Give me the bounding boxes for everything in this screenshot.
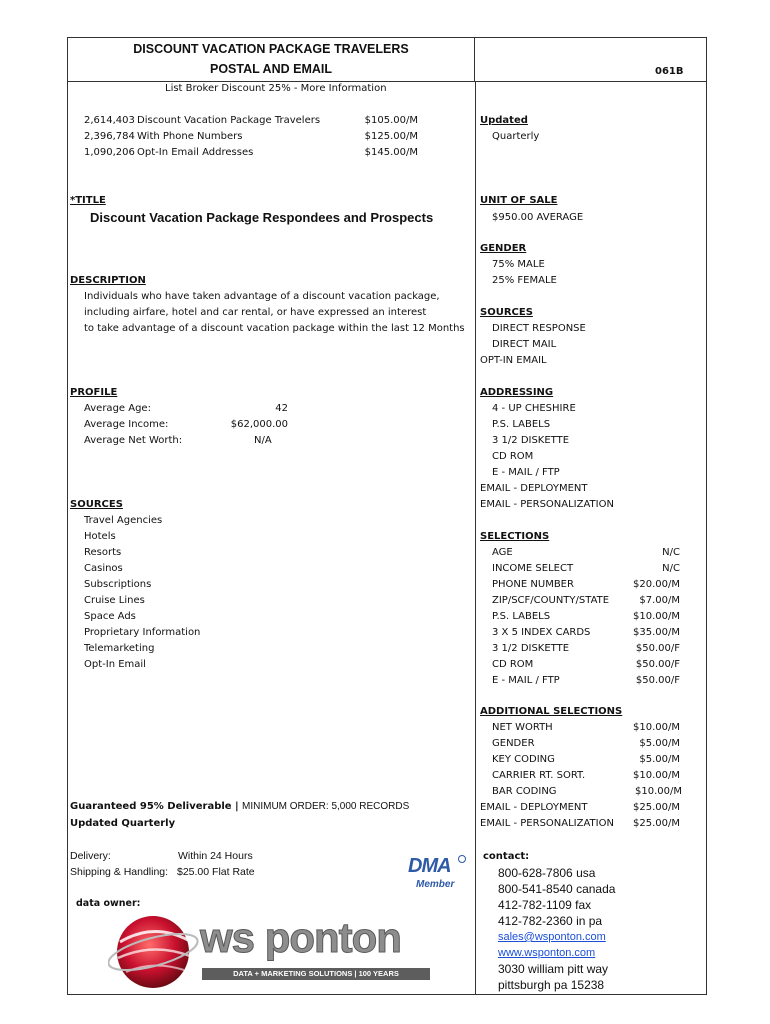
profile-label: Average Income: [84,419,169,430]
contact-fax: 412-782-1109 fax [498,898,592,912]
sources-left-heading: SOURCES [70,499,123,510]
selection-label: INCOME SELECT [492,563,574,574]
list-title: Discount Vacation Package Respondees and Prospects [90,210,434,225]
count-price: $125.00/M [364,131,418,142]
selection-price: $10.00/M [633,611,680,622]
source-item: Space Ads [84,611,136,622]
sources-right-heading: SOURCES [480,307,533,318]
source-item: Opt-In Email [84,659,146,670]
profile-heading: PROFILE [70,387,118,398]
count-price: $145.00/M [364,147,418,158]
logo-name: ws ponton [200,914,401,961]
additional-price: $5.00/M [639,738,680,749]
shipping-value: $25.00 Flat Rate [177,866,255,878]
broker-discount-link[interactable]: List Broker Discount 25% - More Information [165,83,387,94]
source-item: Cruise Lines [84,595,145,606]
contact-address: 3030 william pitt way [498,962,609,976]
dma-member: Member [416,879,455,890]
profile-value: $62,000.00 [230,419,288,430]
gender-heading: GENDER [480,243,527,254]
additional-price: $10.00/M [633,722,680,733]
addressing-item: CD ROM [492,451,534,462]
gender-item: 25% FEMALE [492,275,557,286]
selection-price: $7.00/M [639,595,680,606]
contact-phone: 412-782-2360 in pa [498,914,603,928]
selection-label: P.S. LABELS [492,611,551,622]
contact-heading: contact: [483,851,530,862]
source-item: OPT-IN EMAIL [480,355,547,366]
dma-text: DMA [408,855,451,877]
source-item: DIRECT MAIL [492,339,557,350]
shipping-label: Shipping & Handling: [70,866,169,878]
list-code: 061B [655,66,684,77]
guarantee-text: Guaranteed 95% Deliverable | [70,801,239,812]
addressing-item: EMAIL - DEPLOYMENT [480,483,588,494]
globe-icon [108,912,208,990]
selection-label: 3 1/2 DISKETTE [492,643,570,654]
description-line: Individuals who have taken advantage of a discount vacation package, [84,291,440,302]
selections-heading: SELECTIONS [480,531,550,542]
updated-heading: Updated [480,115,528,126]
addressing-item: P.S. LABELS [492,419,551,430]
profile-label: Average Net Worth: [84,435,183,446]
title-heading: *TITLE [70,195,106,206]
source-item: Resorts [84,547,122,558]
data-owner-label: data owner: [76,898,141,909]
selection-label: CD ROM [492,659,534,670]
profile-value: N/A [254,435,272,446]
additional-label: KEY CODING [492,754,555,765]
selection-label: AGE [492,547,513,558]
count-label: Discount Vacation Package Travelers [137,115,321,126]
selection-price: $50.00/F [635,675,680,686]
registered-icon [458,855,466,863]
addressing-item: 3 1/2 DISKETTE [492,435,570,446]
selection-label: 3 X 5 INDEX CARDS [492,627,591,638]
source-item: DIRECT RESPONSE [492,323,586,334]
additional-price: $25.00/M [633,802,680,813]
minimum-order: MINIMUM ORDER: 5,000 RECORDS [242,801,410,812]
source-item: Hotels [84,531,116,542]
logo-tagline: DATA + MARKETING SOLUTIONS | 100 YEARS [202,968,430,980]
contact-phone: 800-628-7806 usa [498,866,596,880]
count-value: 2,614,403 [84,115,135,126]
additional-label: NET WORTH [492,722,553,733]
updated-quarterly: Updated Quarterly [70,818,176,829]
delivery-label: Delivery: [70,850,111,862]
count-label: Opt-In Email Addresses [137,147,254,158]
additional-label: BAR CODING [492,786,557,797]
selection-label: E - MAIL / FTP [492,675,560,686]
additional-price: $10.00/M [635,786,682,797]
additional-label: CARRIER RT. SORT. [492,770,586,781]
profile-value: 42 [275,403,288,414]
selection-price: N/C [662,563,680,574]
contact-phone: 800-541-8540 canada [498,882,616,896]
count-value: 1,090,206 [84,147,135,158]
addressing-heading: ADDRESSING [480,387,554,398]
selection-price: $50.00/F [635,659,680,670]
ws-ponton-logo [108,912,448,990]
additional-price: $25.00/M [633,818,680,829]
additional-label: EMAIL - DEPLOYMENT [480,802,588,813]
profile-label: Average Age: [84,403,151,414]
selection-price: $50.00/F [635,643,680,654]
addressing-item: EMAIL - PERSONALIZATION [480,499,614,510]
contact-website-link[interactable]: www.wsponton.com [498,947,596,959]
additional-label: EMAIL - PERSONALIZATION [480,818,614,829]
unit-of-sale-heading: UNIT OF SALE [480,195,558,206]
updated-value: Quarterly [492,131,540,142]
description-line: including airfare, hotel and car rental, or have expressed an interest [84,307,427,318]
count-value: 2,396,784 [84,131,135,142]
addressing-item: E - MAIL / FTP [492,467,560,478]
selection-price: $20.00/M [633,579,680,590]
header-title-line1: DISCOUNT VACATION PACKAGE TRAVELERS [133,42,409,56]
selection-price: N/C [662,547,680,558]
selection-label: PHONE NUMBER [492,579,574,590]
contact-address: pittsburgh pa 15238 [498,978,605,992]
page-frame [67,37,707,995]
additional-label: GENDER [492,738,535,749]
column-divider [475,82,476,995]
header-title-line2: POSTAL AND EMAIL [210,62,332,76]
delivery-value: Within 24 Hours [178,850,253,862]
count-label: With Phone Numbers [137,131,243,142]
addressing-item: 4 - UP CHESHIRE [492,403,576,414]
selection-label: ZIP/SCF/COUNTY/STATE [492,595,610,606]
dma-logo [408,855,468,895]
source-item: Telemarketing [84,643,155,654]
source-item: Travel Agencies [84,515,163,526]
additional-price: $10.00/M [633,770,680,781]
gender-item: 75% MALE [492,259,545,270]
source-item: Subscriptions [84,579,152,590]
count-price: $105.00/M [364,115,418,126]
contact-email-link[interactable]: sales@wsponton.com [498,931,606,943]
description-line: to take advantage of a discount vacation package within the last 12 Months [84,323,465,334]
additional-price: $5.00/M [639,754,680,765]
source-item: Proprietary Information [84,627,201,638]
additional-selections-heading: ADDITIONAL SELECTIONS [480,706,623,717]
source-item: Casinos [84,563,123,574]
description-heading: DESCRIPTION [70,275,146,286]
selection-price: $35.00/M [633,627,680,638]
unit-of-sale-value: $950.00 AVERAGE [492,212,584,223]
